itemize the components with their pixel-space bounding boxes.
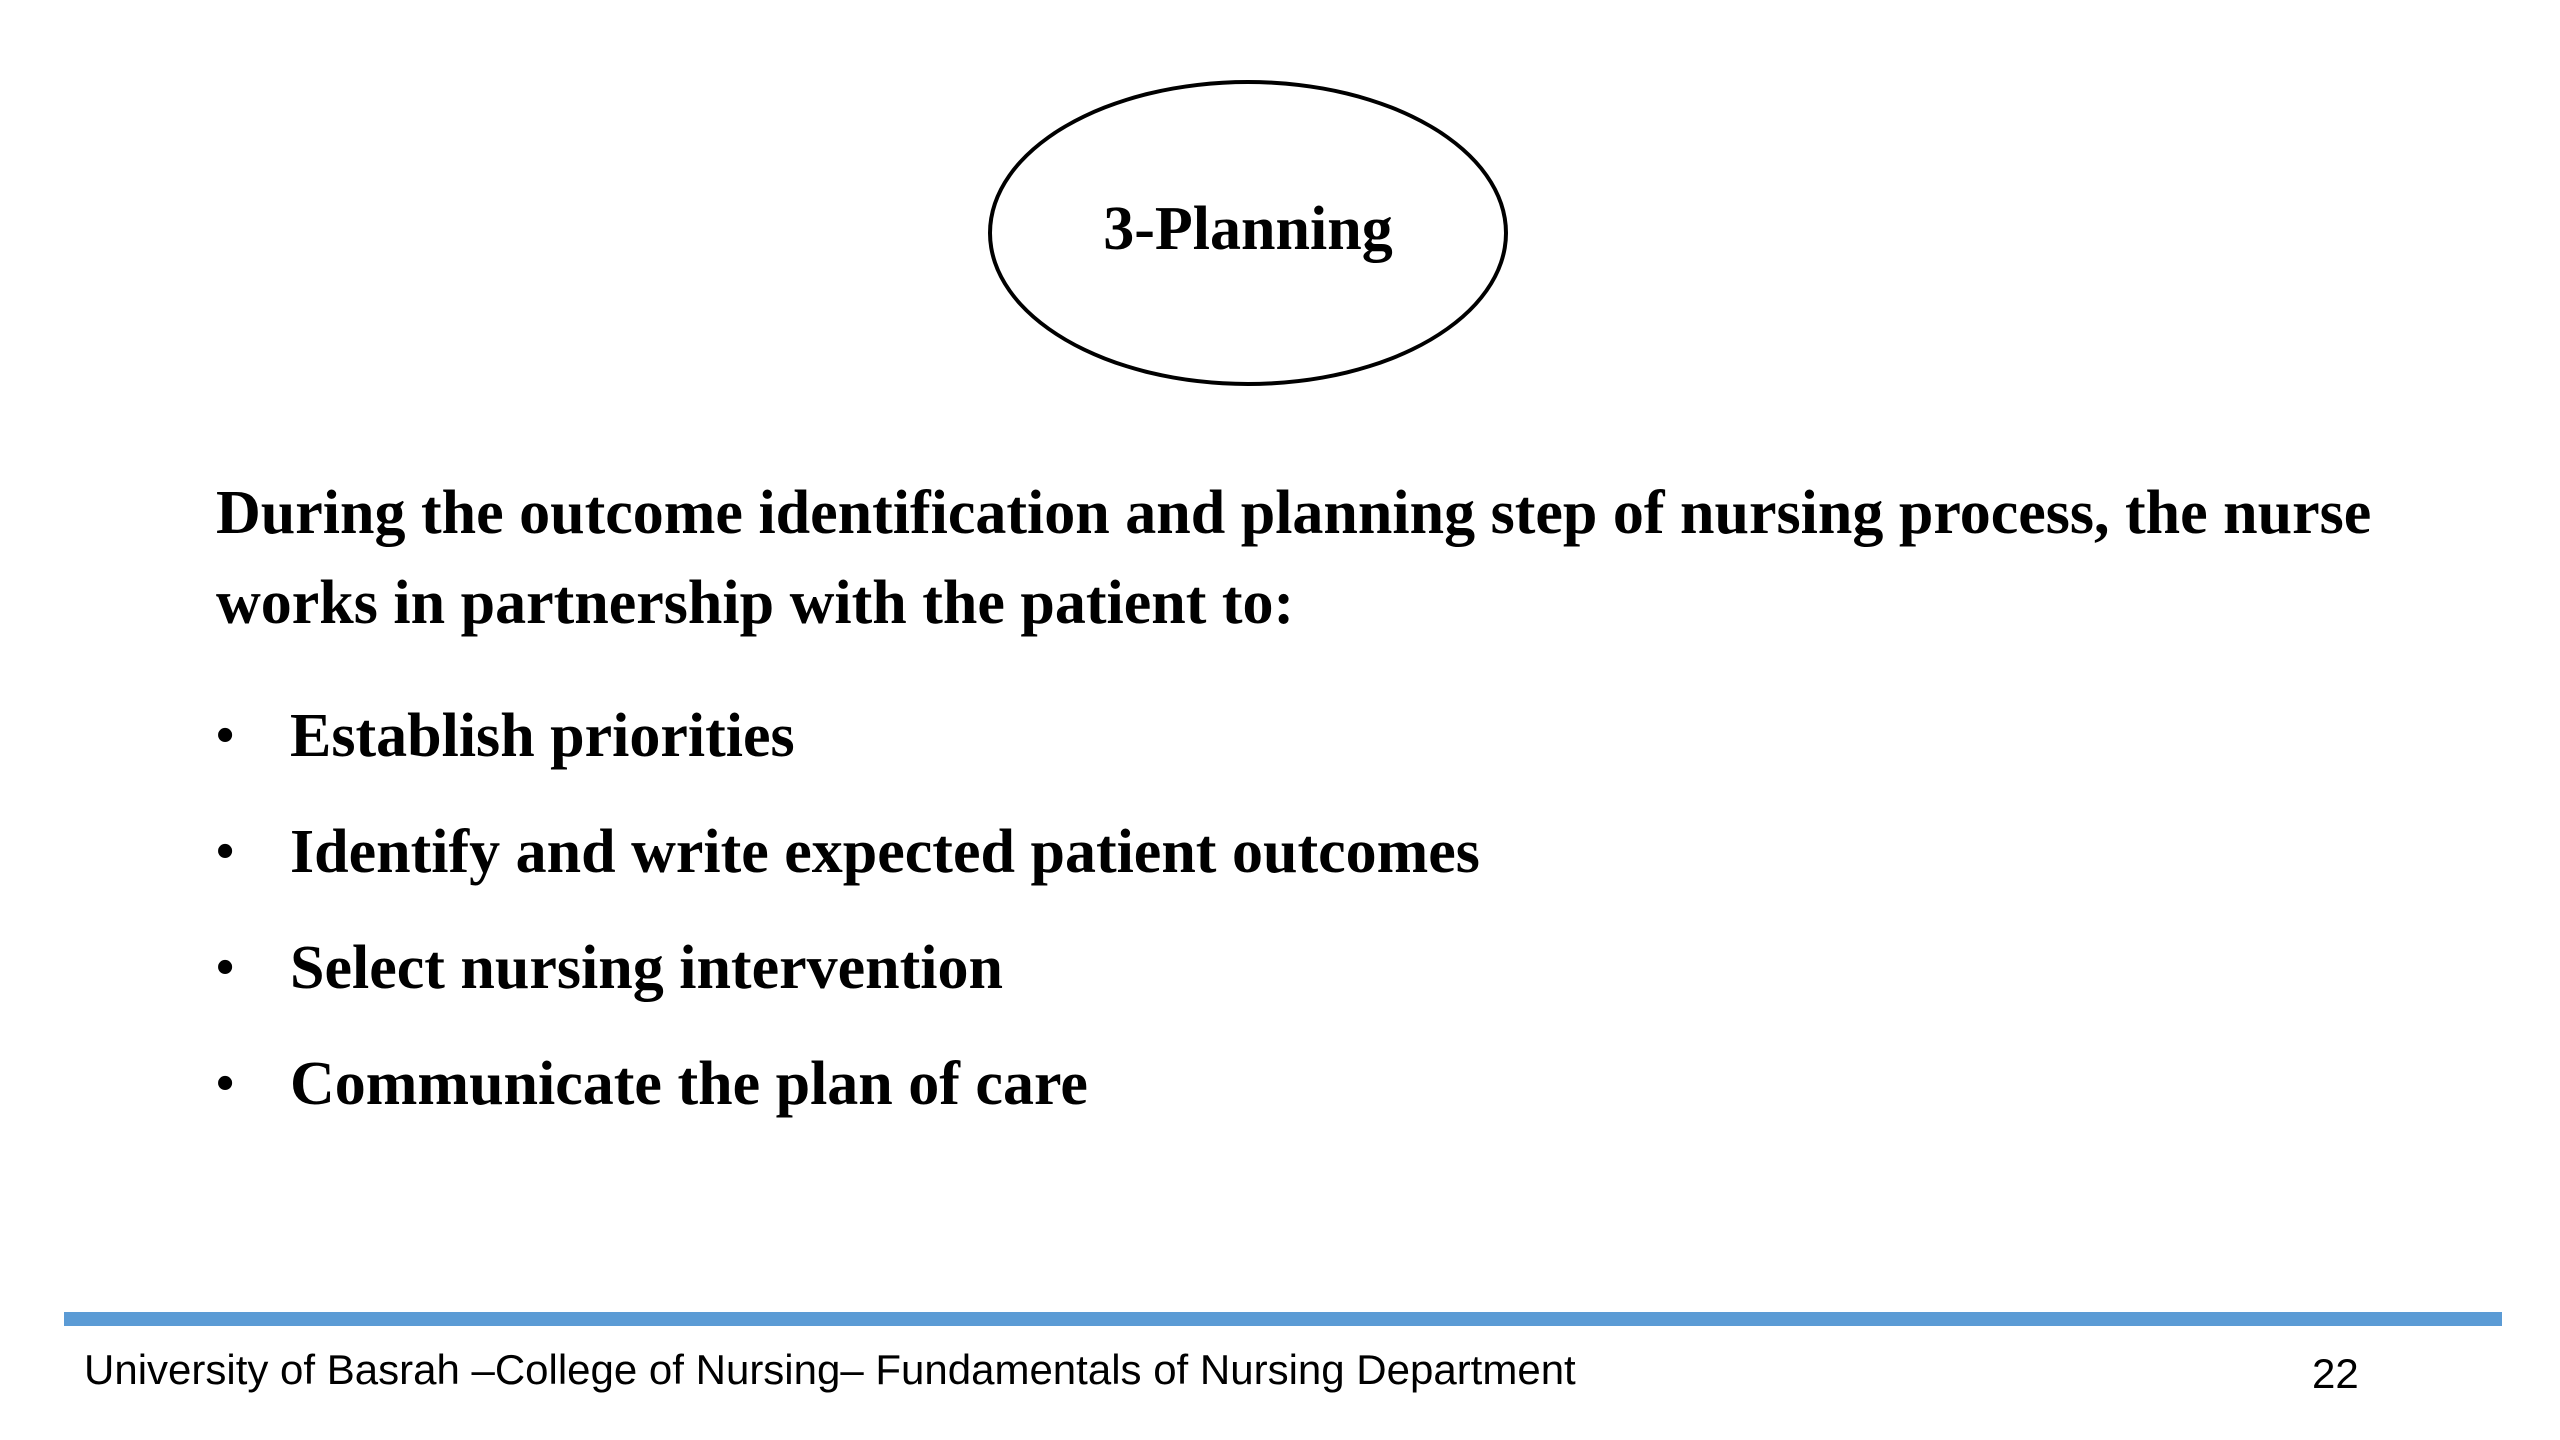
list-item xyxy=(216,1026,1480,1142)
bullet-text: Establish priorities xyxy=(290,701,795,770)
bullet-list xyxy=(216,678,1480,1142)
bullet-icon: • xyxy=(216,939,235,996)
bullet-text: Identify and write expected patient outcomes xyxy=(290,817,1480,886)
title-ellipse xyxy=(988,80,1508,386)
bullet-icon: • xyxy=(216,1055,235,1112)
list-item xyxy=(216,794,1480,910)
slide-title: 3-Planning xyxy=(1103,194,1393,263)
footer-institution: University of Basrah –College of Nursing– Fundamentals of Nursing Department xyxy=(84,1346,1576,1393)
bullet-icon: • xyxy=(216,823,235,880)
bullet-text: Select nursing intervention xyxy=(290,933,1003,1002)
bullet-icon: • xyxy=(216,707,235,764)
bullet-text: Communicate the plan of care xyxy=(290,1049,1088,1118)
page-number: 22 xyxy=(2312,1350,2359,1397)
intro-paragraph: During the outcome identification and planning step of nursing process, the nurse works in partnership with the patient to: xyxy=(216,479,2372,637)
list-item xyxy=(216,678,1480,794)
list-item xyxy=(216,910,1480,1026)
footer-divider xyxy=(64,1312,2502,1326)
